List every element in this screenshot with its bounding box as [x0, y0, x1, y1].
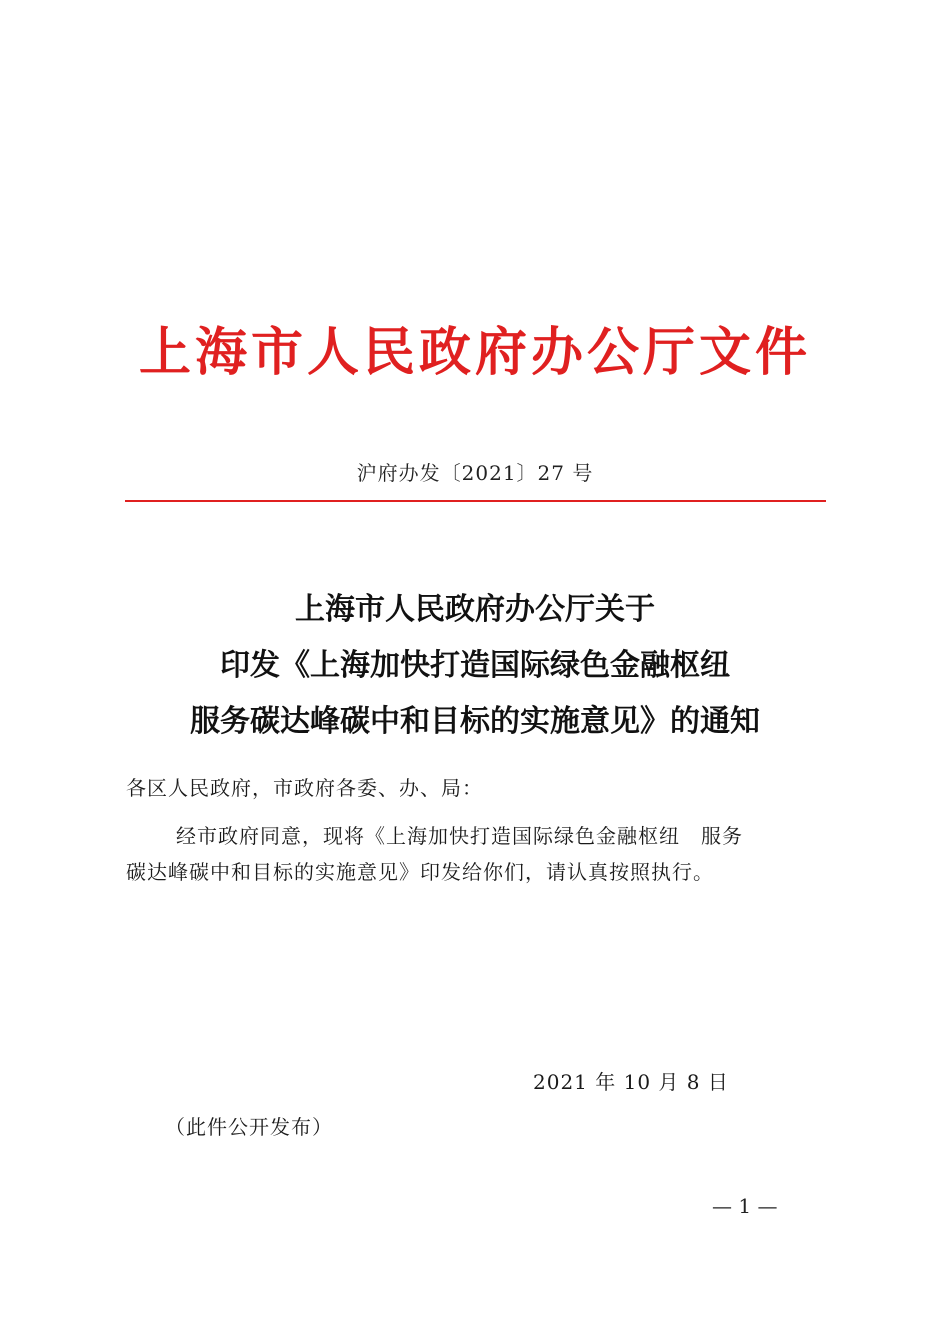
issue-date: 2021 年 10 月 8 日 [533, 1070, 729, 1094]
public-release-note: （此件公开发布） [165, 1115, 333, 1139]
body-line-1: 经市政府同意，现将《上海加快打造国际绿色金融枢纽 服务 [176, 824, 743, 848]
body-line-2: 碳达峰碳中和目标的实施意见》印发给你们，请认真按照执行。 [126, 860, 714, 884]
title-line-3: 服务碳达峰碳中和目标的实施意见》的通知 [190, 704, 760, 739]
addressee-line: 各区人民政府，市政府各委、办、局： [126, 776, 483, 800]
notice-title [0, 582, 950, 750]
masthead-title: 上海市人民政府办公厅文件 [138, 322, 811, 383]
title-line-2: 印发《上海加快打造国际绿色金融枢纽 [220, 648, 730, 683]
page-number: — 1 — [712, 1194, 778, 1218]
title-line-1: 上海市人民政府办公厅关于 [295, 592, 655, 627]
body-paragraph [126, 818, 826, 890]
document-number: 沪府办发〔2021〕27 号 [356, 461, 594, 485]
red-divider-line [125, 500, 826, 502]
